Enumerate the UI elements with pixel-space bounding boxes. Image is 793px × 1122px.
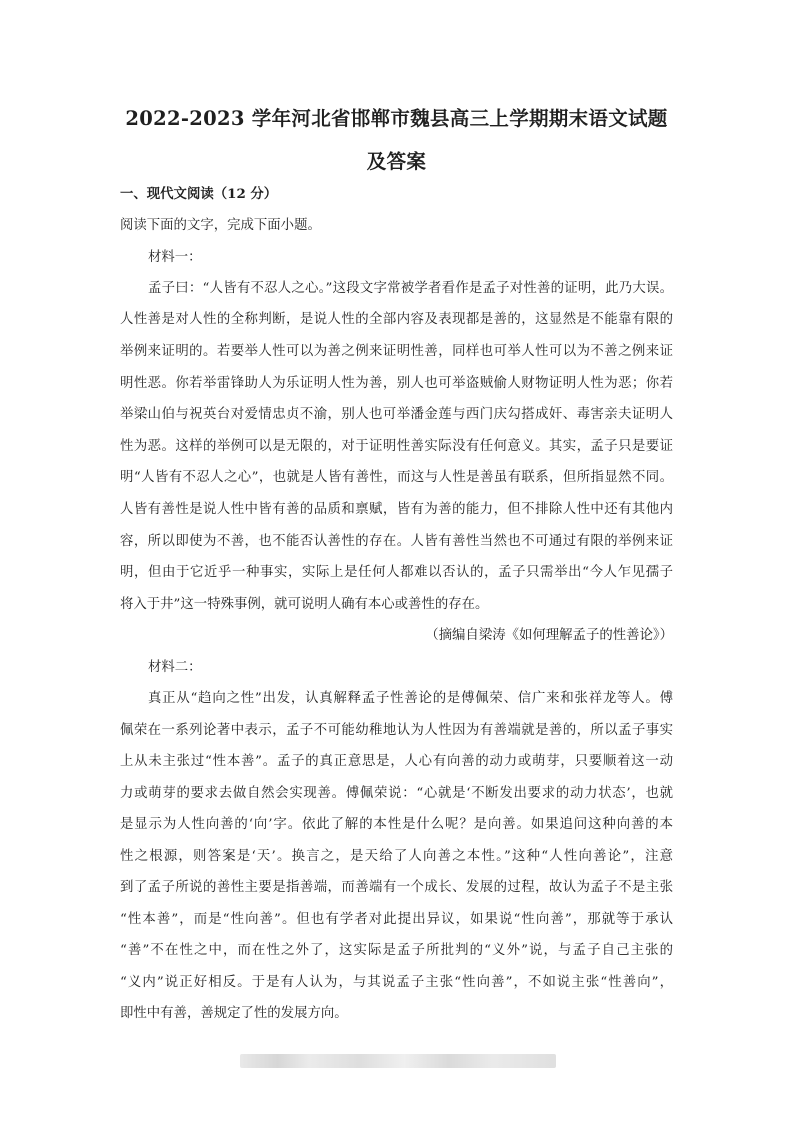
- material-2-line: 真正从“趋向之性”出发，认真解释孟子性善论的是傅佩荣、信广来和张祥龙等人。傅: [148, 691, 673, 706]
- material-1-label: 材料一：: [148, 250, 202, 265]
- material-1-line: 人性善是对人性的全称判断，是说人性的全部内容及表现都是善的，这显然是不能靠有限的: [120, 312, 673, 327]
- material-1-source: （摘编自梁涛《如何理解孟子的性善论》）: [425, 628, 673, 643]
- material-2-label: 材料二：: [148, 660, 202, 675]
- material-2-line: “性本善”，而是“性向善”。但也有学者对此提出异议，如果说“性向善”，那就等于承认: [120, 912, 673, 927]
- document-title-line-2: 及答案: [366, 150, 427, 173]
- material-2-line: “善”不在性之中，而在性之外了，这实际是孟子所批判的“义外”说，与孟子自己主张的: [120, 943, 673, 958]
- section-instruction: 阅读下面的文字，完成下面小题。: [120, 218, 321, 233]
- document-title-line-1: 2022-2023 学年河北省邯郸市魏县高三上学期期末语文试题: [125, 107, 668, 130]
- material-2-line: 性之根源，则答案是‘天’。换言之，是天给了人向善之本性。”这种“人性向善论”，注意: [120, 849, 673, 864]
- material-1-line: 将入于井”这一特殊事例，就可说明人确有本心或善性的存在。: [120, 597, 489, 612]
- material-1-line: 容，所以即使为不善，也不能否认善性的存在。人皆有善性当然也不可通过有限的举例来证: [120, 534, 673, 549]
- material-1-line: 举梁山伯与祝英台对爱情忠贞不渝，别人也可举潘金莲与西门庆勾搭成奸、毒害亲夫证明人: [120, 407, 673, 422]
- section-heading: 一、现代文阅读（12 分）: [120, 186, 278, 202]
- material-1-line: 明，但由于它近乎一种事实，实际上是任何人都难以否认的，孟子只需举出“今人乍见孺子: [120, 565, 673, 580]
- material-2-line: 力或萌芽的要求去做自然会实现善。傅佩荣说：“心就是‘不断发出要求的动力状态’，也就: [120, 786, 673, 801]
- material-1-line: 举例来证明的。若要举人性可以为善之例来证明性善，同样也可举人性可以为不善之例来证: [120, 344, 673, 359]
- material-2-line: 到了孟子所说的善性主要是指善端，而善端有一个成长、发展的过程，故认为孟子不是主张: [120, 880, 673, 895]
- material-1-line: 人皆有善性是说人性中皆有善的品质和禀赋，皆有为善的能力，但不排除人性中还有其他内: [120, 502, 673, 517]
- blurred-footer-watermark: [240, 1054, 556, 1068]
- material-2-line: 是显示为人性向善的‘向’字。依此了解的本性是什么呢？是向善。如果追问这种向善的本: [120, 817, 673, 832]
- material-2-line: 佩荣在一系列论著中表示，孟子不可能幼稚地认为人性因为有善端就是善的，所以孟子事实: [120, 723, 673, 738]
- material-1-line: 孟子曰：“人皆有不忍人之心。”这段文字常被学者看作是孟子对性善的证明，此乃大误。: [148, 281, 673, 296]
- material-1-line: 明性恶。你若举雷锋助人为乐证明人性为善，别人也可举盗贼偷人财物证明人性为恶；你若: [120, 376, 673, 391]
- material-1-line: 性为恶。这样的举例可以是无限的，对于证明性善实际没有任何意义。其实，孟子只是要证: [120, 439, 673, 454]
- material-2-line: 即性中有善，善规定了性的发展方向。: [120, 1006, 348, 1021]
- material-2-line: 上从未主张过“性本善”。孟子的真正意思是，人心有向善的动力或萌芽，只要顺着这一动: [120, 754, 673, 769]
- material-2-line: “义内”说正好相反。于是有人认为，与其说孟子主张“性向善”，不如说主张“性善向”，: [120, 975, 673, 990]
- material-1-line: 明“人皆有不忍人之心”，也就是人皆有善性，而这与人性是善虽有联系，但所指显然不同。: [120, 470, 673, 485]
